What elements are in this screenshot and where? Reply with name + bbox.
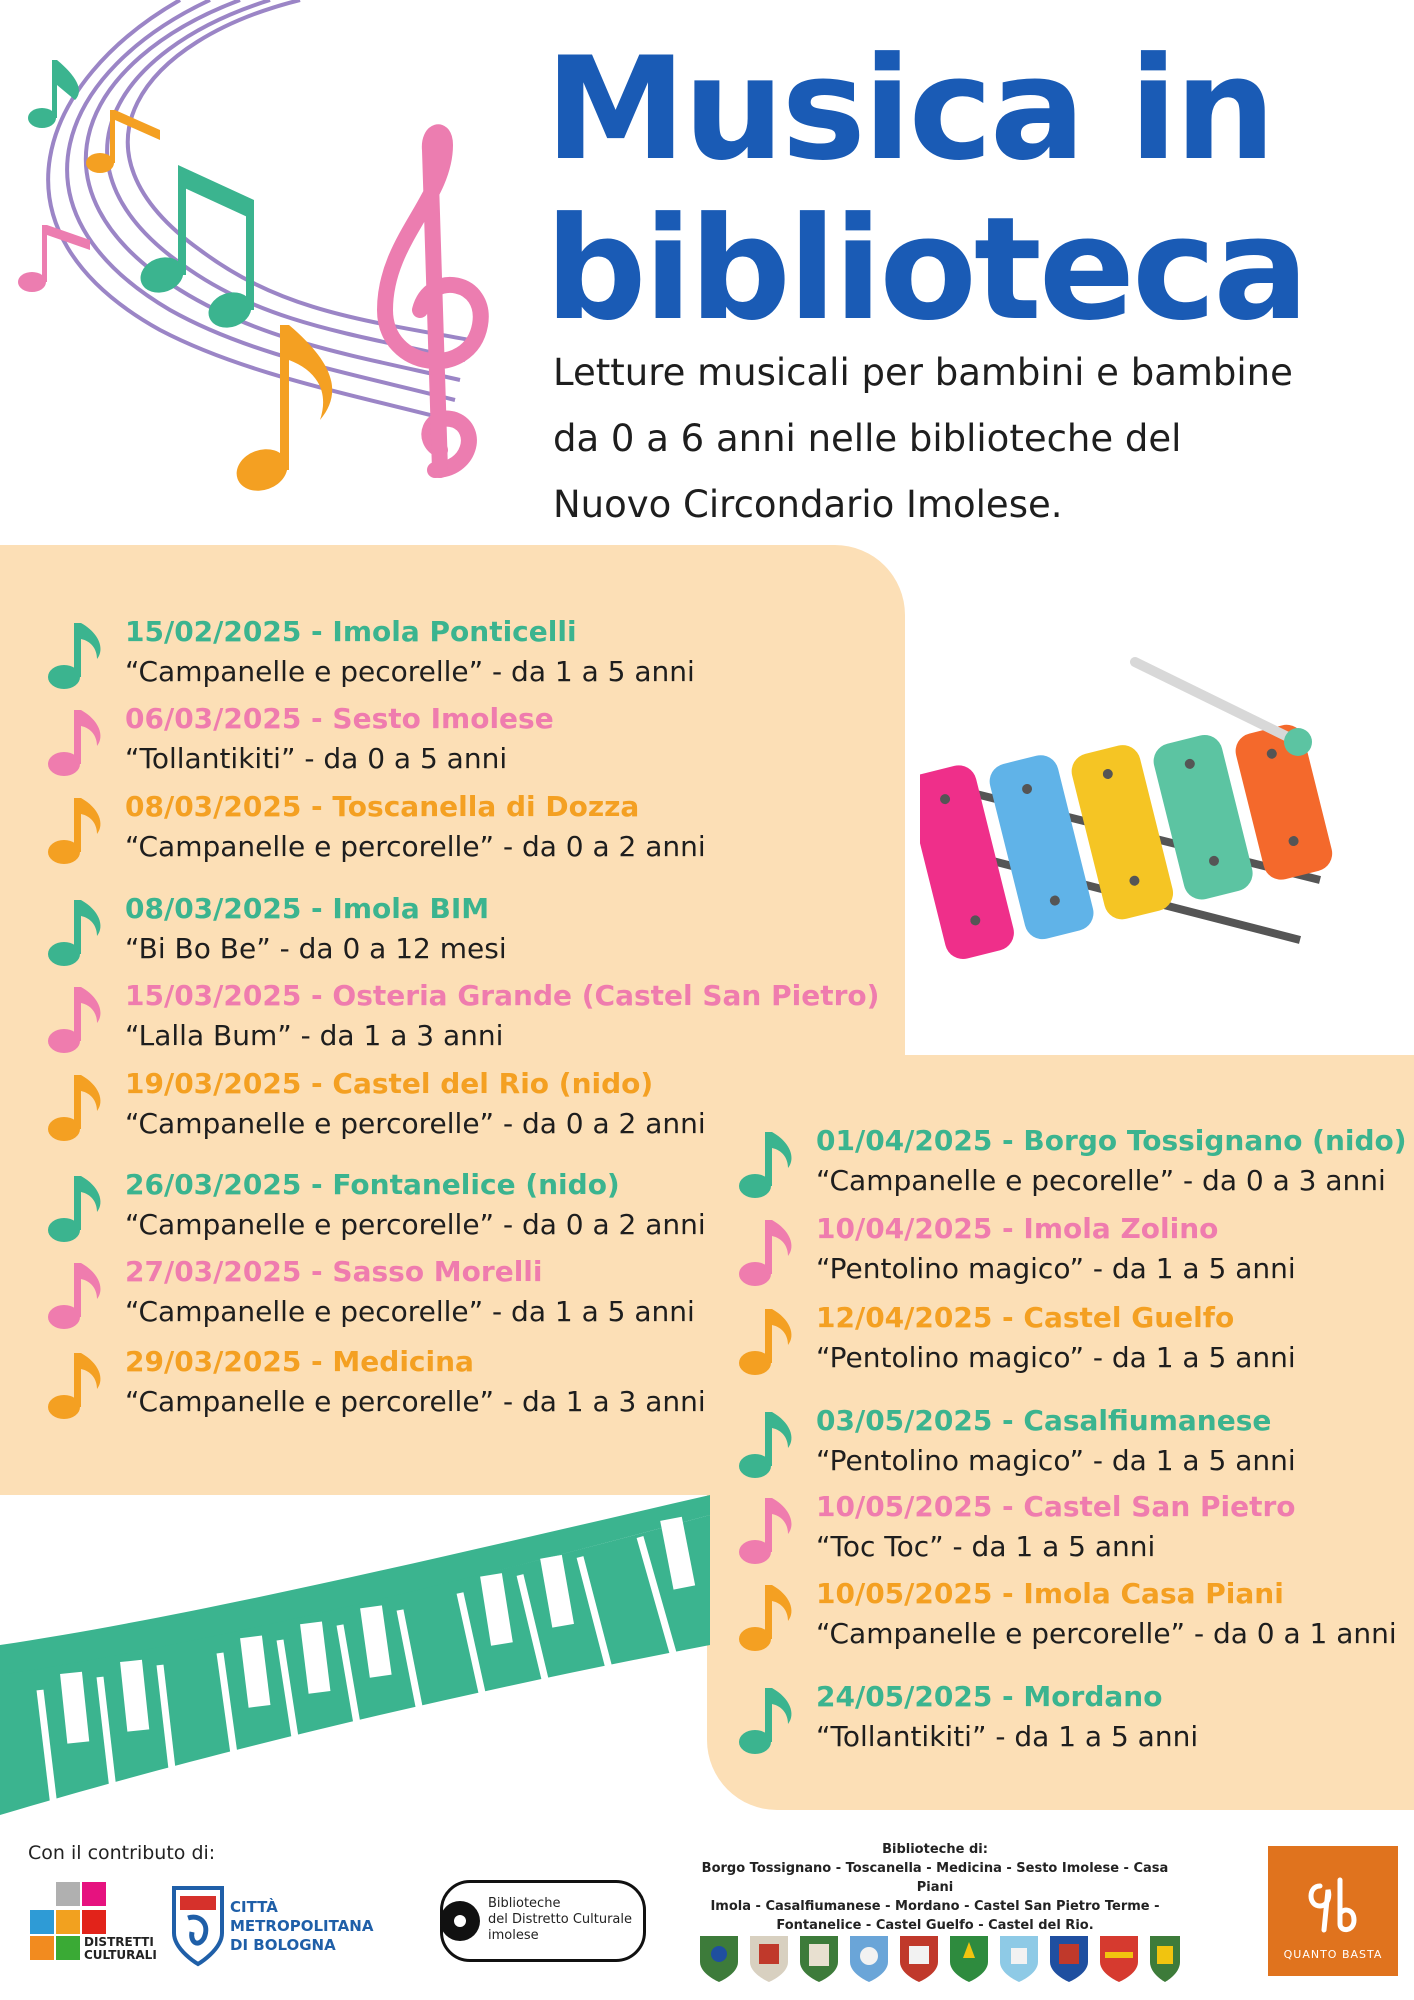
event-description: “Pentolino magico” - da 1 a 5 anni [816, 1252, 1296, 1285]
event-description: “Bi Bo Be” - da 0 a 12 mesi [125, 932, 507, 965]
page-subtitle: Letture musicali per bambini e bambine da 0 a 6 anni nelle biblioteche del Nuovo Circondario Imolese. [553, 351, 1293, 526]
event-description: “Pentolino magico” - da 1 a 5 anni [816, 1341, 1296, 1374]
music-note-icon [47, 1172, 107, 1246]
music-note-icon [47, 619, 107, 693]
event-description: “Tollantikiti” - da 0 a 5 anni [125, 742, 508, 775]
event-description: “Campanelle e percorelle” - da 0 a 2 anni [125, 1208, 706, 1241]
event-date-place: 10/05/2025 - Imola Casa Piani [816, 1577, 1284, 1610]
event-date-place: 06/03/2025 - Sesto Imolese [125, 702, 554, 735]
event-description: “Campanelle e percorelle” - da 0 a 1 anni [816, 1617, 1397, 1650]
music-note-icon [738, 1216, 798, 1290]
music-note-icon [47, 706, 107, 780]
record-icon [440, 1901, 480, 1941]
music-note-icon [738, 1684, 798, 1758]
biblioteche-distretto-logo: Biblioteche del Distretto Culturale imolese [440, 1880, 650, 1966]
music-note-icon [47, 1349, 107, 1423]
crest-icon [1000, 1936, 1038, 1982]
citta-metropolitana-logo: CITTÀ METROPOLITANA DI BOLOGNA [170, 1878, 370, 1968]
event-date-place: 08/03/2025 - Imola BIM [125, 892, 490, 925]
biblioteche-list: Biblioteche di: Borgo Tossignano - Toscanella - Medicina - Sesto Imolese - Casa Piani Imola - Casalfiumanese - Mordano - Castel San Pietro Terme - Fontanelice - Castel Guelfo - Castel del Rio. [701, 1842, 1169, 1933]
event-list-right [738, 0, 1414, 1800]
music-note-icon [47, 1259, 107, 1333]
piano-keys-illustration [0, 1495, 710, 1815]
music-note-icon [738, 1581, 798, 1655]
event-date-place: 08/03/2025 - Toscanella di Dozza [125, 790, 640, 823]
crest-icon [950, 1936, 988, 1982]
music-note-icon [47, 983, 107, 1057]
distretti-culturali-logo: DISTRETTI CULTURALI [28, 1882, 168, 1962]
crest-icon [1150, 1936, 1180, 1982]
event-date-place: 19/03/2025 - Castel del Rio (nido) [125, 1067, 654, 1100]
event-date-place: 01/04/2025 - Borgo Tossignano (nido) [816, 1124, 1407, 1157]
event-description: “Lalla Bum” - da 1 a 3 anni [125, 1019, 504, 1052]
event-description: “Tollantikiti” - da 1 a 5 anni [816, 1720, 1199, 1753]
event-date-place: 12/04/2025 - Castel Guelfo [816, 1301, 1235, 1334]
event-date-place: 26/03/2025 - Fontanelice (nido) [125, 1168, 620, 1201]
event-description: “Campanelle e pecorelle” - da 0 a 3 anni [816, 1164, 1386, 1197]
music-note-icon [738, 1408, 798, 1482]
bologna-crest-icon [170, 1878, 226, 1968]
crest-icon [750, 1936, 788, 1982]
contributo-label: Con il contributo di: [28, 1842, 216, 1864]
event-date-place: 15/02/2025 - Imola Ponticelli [125, 615, 577, 648]
event-description: “Campanelle e percorelle” - da 1 a 3 anni [125, 1385, 706, 1418]
event-date-place: 15/03/2025 - Osteria Grande (Castel San Pietro) [125, 979, 880, 1012]
event-description: “Campanelle e pecorelle” - da 1 a 5 anni [125, 655, 695, 688]
music-note-icon [47, 1071, 107, 1145]
music-note-icon [47, 896, 107, 970]
event-date-place: 29/03/2025 - Medicina [125, 1345, 474, 1378]
event-description: “Campanelle e percorelle” - da 0 a 2 anni [125, 1107, 706, 1140]
event-date-place: 24/05/2025 - Mordano [816, 1680, 1163, 1713]
quanto-basta-logo [1268, 1846, 1398, 1976]
municipal-crests-row [695, 1928, 1185, 1984]
event-date-place: 10/04/2025 - Imola Zolino [816, 1212, 1219, 1245]
music-note-icon [738, 1305, 798, 1379]
event-date-place: 10/05/2025 - Castel San Pietro [816, 1490, 1296, 1523]
event-date-place: 27/03/2025 - Sasso Morelli [125, 1255, 543, 1288]
event-description: “Pentolino magico” - da 1 a 5 anni [816, 1444, 1296, 1477]
event-description: “Campanelle e pecorelle” - da 1 a 5 anni [125, 1295, 695, 1328]
event-description: “Toc Toc” - da 1 a 5 anni [816, 1530, 1156, 1563]
page-title: Musica in biblioteca [545, 27, 1307, 352]
music-note-icon [738, 1128, 798, 1202]
music-note-icon [738, 1494, 798, 1568]
brand-label: QUANTO BASTA [1283, 1948, 1383, 1961]
music-note-icon [47, 794, 107, 868]
event-date-place: 03/05/2025 - Casalfiumanese [816, 1404, 1272, 1437]
crest-icon [900, 1936, 938, 1982]
crest-icon [800, 1936, 838, 1982]
crest-icon [1100, 1936, 1138, 1982]
crest-icon [700, 1936, 738, 1982]
crest-icon [1050, 1936, 1088, 1982]
crest-icon [850, 1936, 888, 1982]
event-description: “Campanelle e percorelle” - da 0 a 2 anni [125, 830, 706, 863]
